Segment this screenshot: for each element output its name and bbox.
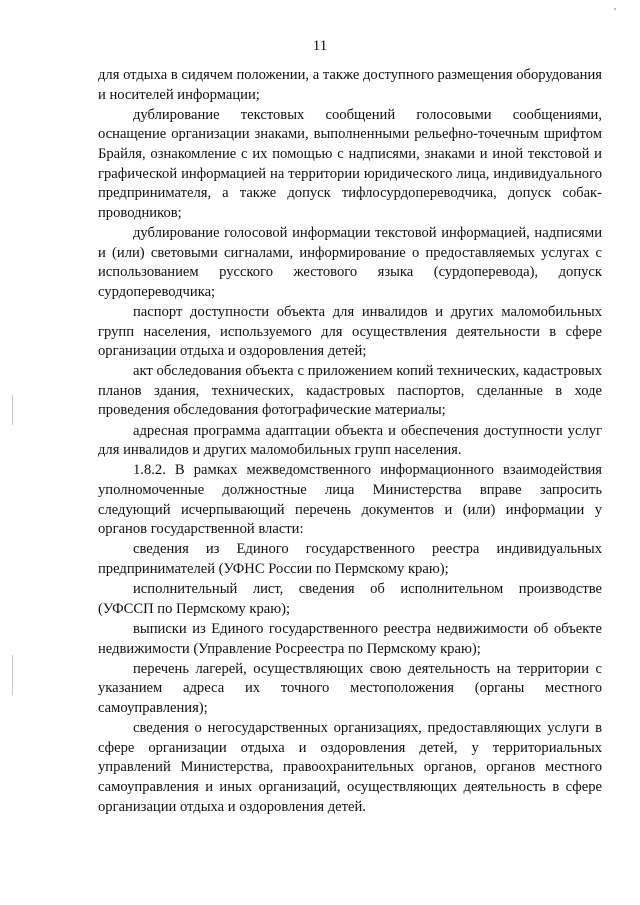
- page-number: 11: [312, 38, 328, 54]
- scan-artifact: [614, 8, 616, 10]
- paragraph: паспорт доступности объекта для инвалидов и других маломобильных групп населения, используемого для осуществления деятельности в сфере организации отдыха и оздоровления детей;: [98, 303, 602, 360]
- paragraph: 1.8.2. В рамках межведомственного информационного взаимодействия уполномоченные должностные лица Министерства вправе запросить следующий исчерпывающий перечень документов и (или) информации у органов государственной власти:: [98, 462, 602, 538]
- paragraph: сведения о негосударственных организациях, предоставляющих услуги в сфере организации отдыха и оздоровления детей, у территориальных управлений Министерства, правоохранительных органов, органов местного самоуправления и иных организаций, осуществляющих деятельность в сфере организации отдыха и оздоровления детей.: [98, 720, 602, 815]
- paragraph: адресная программа адаптации объекта и обеспечения доступности услуг для инвалидов и других маломобильных групп населения.: [98, 422, 602, 459]
- paragraph: перечень лагерей, осуществляющих свою деятельность на территории с указанием адреса их точного местоположения (органы местного самоуправления);: [98, 660, 602, 716]
- paragraph: для отдыха в сидячем положении, а также доступного размещения оборудования и носителей информации;: [98, 67, 602, 103]
- scan-margin-mark: [12, 655, 13, 695]
- paragraph: исполнительный лист, сведения об исполнительном производстве (УФССП по Пермскому краю);: [98, 581, 602, 617]
- scan-margin-mark: [12, 395, 13, 425]
- paragraph: дублирование текстовых сообщений голосовыми сообщениями, оснащение организации знаками, выполненными рельефно-точечным шрифтом Брайля, ознакомление с их помощью с надписями, знаками и иной текстовой и графической информацией на территории юридического лица, индивидуального предпринимателя, а также допуск тифлосурдопереводчика, допуск собак-проводников;: [98, 106, 602, 221]
- document-body: [98, 66, 602, 817]
- paragraph: дублирование голосовой информации текстовой информацией, надписями и (или) световыми сигналами, информирование о предоставляемых услугах с использованием русского жестового языка (сурдоперевода), допуск сурдопереводчика;: [98, 224, 602, 300]
- paragraph: выписки из Единого государственного реестра недвижимости об объекте недвижимости (Управление Росреестра по Пермскому краю);: [98, 620, 602, 657]
- paragraph: сведения из Единого государственного реестра индивидуальных предпринимателей (УФНС России по Пермскому краю);: [98, 541, 602, 577]
- paragraph: акт обследования объекта с приложением копий технических, кадастровых планов здания, технических, кадастровых паспортов, сделанные в ходе проведения обследования фотографические материалы;: [98, 363, 602, 419]
